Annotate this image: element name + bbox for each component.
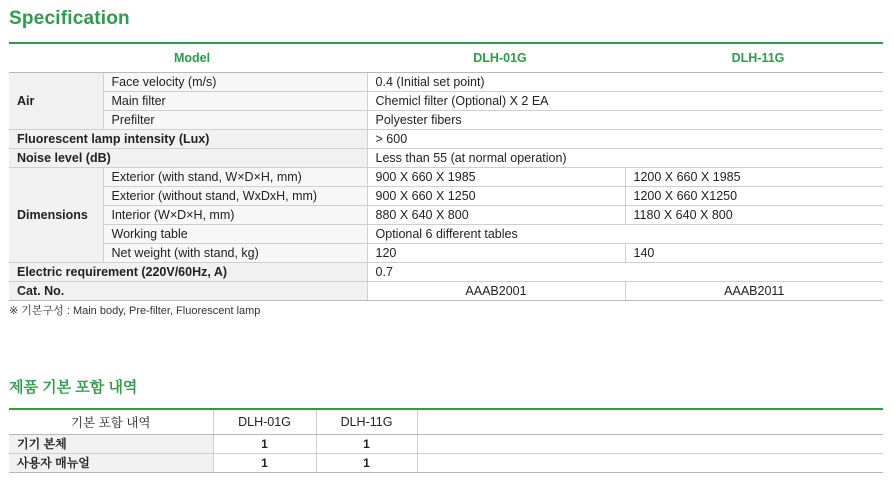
noise-level-value: Less than 55 (at normal operation) <box>367 149 883 168</box>
table-row <box>9 206 883 225</box>
table-row <box>9 111 883 130</box>
cat-no-dlh11g: AAAB2011 <box>625 282 883 301</box>
table-row <box>9 149 883 168</box>
table-row <box>9 168 883 187</box>
exterior-stand-dlh11g: 1200 X 660 X 1985 <box>625 168 883 187</box>
noise-level-label: Noise level (dB) <box>9 149 367 168</box>
included-item-label: 기기 본체 <box>9 435 213 454</box>
included-dlh11g-qty: 1 <box>316 454 417 473</box>
spec-title: Specification <box>9 8 130 29</box>
interior-dlh11g: 1180 X 640 X 800 <box>625 206 883 225</box>
table-row <box>9 263 883 282</box>
model-dlh01g-header: DLH-01G <box>367 43 625 73</box>
exterior-stand-dlh01g: 900 X 660 X 1985 <box>367 168 625 187</box>
main-filter-label: Main filter <box>103 92 367 111</box>
cat-no-dlh01g: AAAB2001 <box>367 282 625 301</box>
net-weight-dlh01g: 120 <box>367 244 625 263</box>
included-dlh01g-header: DLH-01G <box>213 409 316 435</box>
spec-table <box>9 42 883 301</box>
face-velocity-value: 0.4 (Initial set point) <box>367 73 883 92</box>
included-item-header: 기본 포함 내역 <box>9 409 213 435</box>
exterior-nostand-dlh01g: 900 X 660 X 1250 <box>367 187 625 206</box>
included-empty-cell <box>417 454 883 473</box>
included-empty-cell <box>417 435 883 454</box>
table-row <box>9 92 883 111</box>
table-row <box>9 244 883 263</box>
table-row <box>9 454 883 473</box>
net-weight-label: Net weight (with stand, kg) <box>103 244 367 263</box>
included-dlh11g-qty: 1 <box>316 435 417 454</box>
prefilter-value: Polyester fibers <box>367 111 883 130</box>
included-header-row <box>9 409 883 435</box>
exterior-nostand-label: Exterior (without stand, WxDxH, mm) <box>103 187 367 206</box>
lamp-intensity-label: Fluorescent lamp intensity (Lux) <box>9 130 367 149</box>
face-velocity-label: Face velocity (m/s) <box>103 73 367 92</box>
exterior-stand-label: Exterior (with stand, W×D×H, mm) <box>103 168 367 187</box>
included-dlh01g-qty: 1 <box>213 454 316 473</box>
included-dlh11g-header: DLH-11G <box>316 409 417 435</box>
exterior-nostand-dlh11g: 1200 X 660 X1250 <box>625 187 883 206</box>
included-items-table <box>9 408 883 473</box>
working-table-value: Optional 6 different tables <box>367 225 883 244</box>
interior-dlh01g: 880 X 640 X 800 <box>367 206 625 225</box>
table-row <box>9 130 883 149</box>
table-row <box>9 435 883 454</box>
included-empty-header <box>417 409 883 435</box>
air-group-label: Air <box>9 73 103 130</box>
dimensions-group-label: Dimensions <box>9 168 103 263</box>
table-row <box>9 187 883 206</box>
table-row <box>9 73 883 92</box>
working-table-label: Working table <box>103 225 367 244</box>
electric-label: Electric requirement (220V/60Hz, A) <box>9 263 367 282</box>
included-item-label: 사용자 매뉴얼 <box>9 454 213 473</box>
interior-label: Interior (W×D×H, mm) <box>103 206 367 225</box>
table-row <box>9 282 883 301</box>
prefilter-label: Prefilter <box>103 111 367 130</box>
main-filter-value: Chemicl filter (Optional) X 2 EA <box>367 92 883 111</box>
included-dlh01g-qty: 1 <box>213 435 316 454</box>
model-dlh11g-header: DLH-11G <box>625 43 883 73</box>
table-row <box>9 225 883 244</box>
model-header: Model <box>9 43 367 73</box>
cat-no-label: Cat. No. <box>9 282 367 301</box>
net-weight-dlh11g: 140 <box>625 244 883 263</box>
included-items-title: 제품 기본 포함 내역 <box>9 379 138 396</box>
lamp-intensity-value: > 600 <box>367 130 883 149</box>
spec-header-row <box>9 43 883 73</box>
electric-value: 0.7 <box>367 263 883 282</box>
basic-composition-note: ※ 기본구성 : Main body, Pre-filter, Fluorescent lamp <box>9 305 261 317</box>
